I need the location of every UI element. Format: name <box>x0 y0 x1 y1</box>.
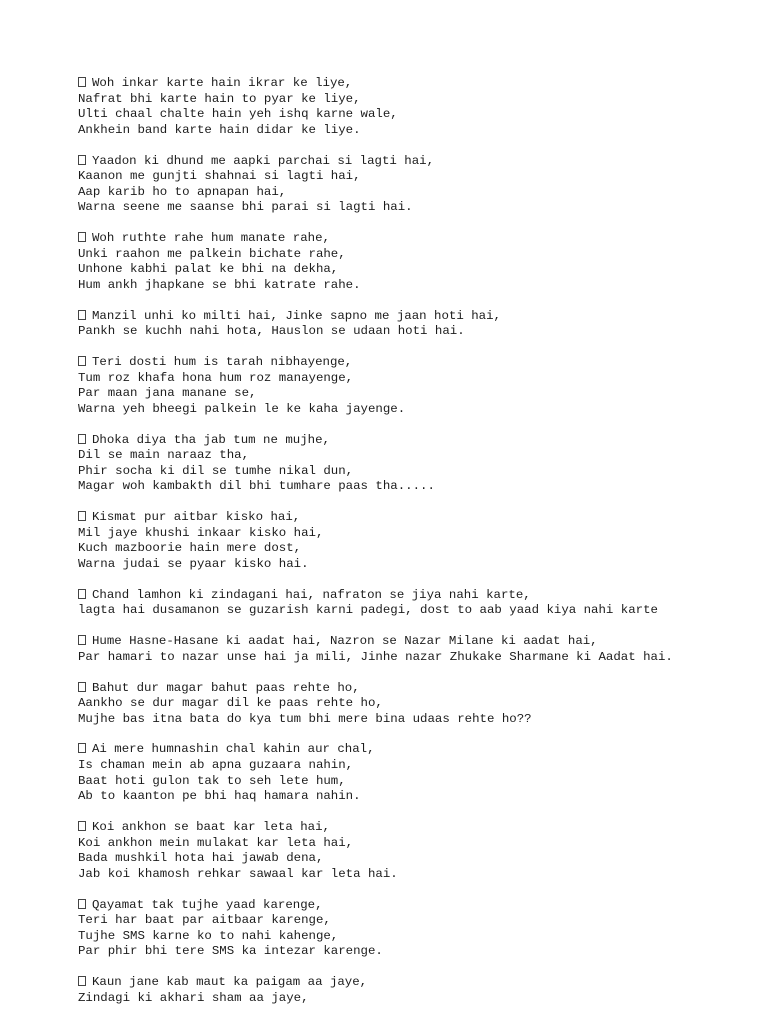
line-text: Bahut dur magar bahut paas rehte ho, <box>92 680 360 695</box>
stanza-line: Ulti chaal chalte hain yeh ishq karne wale, <box>78 107 398 122</box>
line-text: Hume Hasne-Hasane ki aadat hai, Nazron se Nazar Milane ki aadat hai, <box>92 634 598 649</box>
missing-glyph-icon <box>78 356 86 366</box>
missing-glyph-icon <box>78 821 86 831</box>
stanza <box>78 309 758 340</box>
line-text: Dhoka diya tha jab tum ne mujhe, <box>92 432 330 447</box>
stanza-line: Ab to kaanton pe bhi haq hamara nahin. <box>78 789 361 804</box>
stanza-first-line <box>78 742 758 758</box>
stanza <box>78 820 758 882</box>
stanza <box>78 231 758 293</box>
stanza-first-line <box>78 154 758 170</box>
missing-glyph-icon <box>78 155 86 165</box>
stanza-line: Bada mushkil hota hai jawab dena, <box>78 851 324 866</box>
stanza <box>78 510 758 572</box>
stanza-line: Par phir bhi tere SMS ka intezar karenge. <box>78 944 383 959</box>
line-text: Kaun jane kab maut ka paigam aa jaye, <box>92 975 368 990</box>
missing-glyph-icon <box>78 635 86 645</box>
missing-glyph-icon <box>78 743 86 753</box>
missing-glyph-icon <box>78 77 86 87</box>
stanza-line: Aap karib ho to apnapan hai, <box>78 184 287 199</box>
missing-glyph-icon <box>78 310 86 320</box>
stanza-line: Warna judai se pyaar kisko hai. <box>78 556 309 571</box>
line-text: Qayamat tak tujhe yaad karenge, <box>92 897 323 912</box>
missing-glyph-icon <box>78 976 86 986</box>
line-text: Chand lamhon ki zindagani hai, nafraton se jiya nahi karte, <box>92 587 531 602</box>
stanza <box>78 681 758 728</box>
stanza-line: Kaanon me gunjti shahnai si lagti hai, <box>78 169 361 184</box>
stanza-line: Dil se main naraaz tha, <box>78 448 250 463</box>
stanza <box>78 588 758 619</box>
stanza-line: Warna seene me saanse bhi parai si lagti hai. <box>78 200 413 215</box>
line-text: Koi ankhon se baat kar leta hai, <box>92 820 330 835</box>
stanza-line: Mil jaye khushi inkaar kisko hai, <box>78 525 324 540</box>
stanza-line: Tujhe SMS karne ko to nahi kahenge, <box>78 928 339 943</box>
stanza <box>78 634 758 665</box>
line-text: Kismat pur aitbar kisko hai, <box>92 510 301 525</box>
stanza <box>78 154 758 216</box>
stanza-line: Jab koi khamosh rehkar sawaal kar leta hai. <box>78 866 398 881</box>
missing-glyph-icon <box>78 589 86 599</box>
stanza-line: Par maan jana manane se, <box>78 386 257 401</box>
stanza-line: Koi ankhon mein mulakat kar leta hai, <box>78 835 354 850</box>
document-page <box>78 76 758 1022</box>
missing-glyph-icon <box>78 899 86 909</box>
stanza-first-line <box>78 355 758 371</box>
stanza-line: Aankho se dur magar dil ke paas rehte ho, <box>78 696 383 711</box>
stanza-line: Hum ankh jhapkane se bhi katrate rahe. <box>78 277 361 292</box>
stanza-line: Magar woh kambakth dil bhi tumhare paas tha..... <box>78 479 435 494</box>
stanza-line: Is chaman mein ab apna guzaara nahin, <box>78 758 354 773</box>
missing-glyph-icon <box>78 232 86 242</box>
stanza-line: Kuch mazboorie hain mere dost, <box>78 541 302 556</box>
stanza-first-line <box>78 231 758 247</box>
stanza-first-line <box>78 76 758 92</box>
stanza-line: Nafrat bhi karte hain to pyar ke liye, <box>78 91 361 106</box>
stanza <box>78 975 758 1006</box>
stanza-line: Warna yeh bheegi palkein le ke kaha jayenge. <box>78 401 406 416</box>
missing-glyph-icon <box>78 434 86 444</box>
stanza <box>78 898 758 960</box>
stanza-first-line <box>78 898 758 914</box>
stanza-first-line <box>78 433 758 449</box>
stanza-first-line <box>78 975 758 991</box>
stanza-line: Pankh se kuchh nahi hota, Hauslon se udaan hoti hai. <box>78 324 465 339</box>
line-text: Teri dosti hum is tarah nibhayenge, <box>92 355 353 370</box>
stanza-first-line <box>78 588 758 604</box>
stanza-line: Ankhein band karte hain didar ke liye. <box>78 122 361 137</box>
stanza-line: Teri har baat par aitbaar karenge, <box>78 913 331 928</box>
stanza <box>78 433 758 495</box>
stanza <box>78 742 758 804</box>
missing-glyph-icon <box>78 682 86 692</box>
line-text: Manzil unhi ko milti hai, Jinke sapno me jaan hoti hai, <box>92 308 501 323</box>
stanza-line: Phir socha ki dil se tumhe nikal dun, <box>78 463 354 478</box>
stanza <box>78 355 758 417</box>
line-text: Woh ruthte rahe hum manate rahe, <box>92 231 330 246</box>
stanza-first-line <box>78 309 758 325</box>
stanza-line: lagta hai dusamanon se guzarish karni padegi, dost to aab yaad kiya nahi karte <box>78 603 658 618</box>
stanza-line: Tum roz khafa hona hum roz manayenge, <box>78 370 354 385</box>
line-text: Ai mere humnashin chal kahin aur chal, <box>92 742 375 757</box>
stanza-first-line <box>78 510 758 526</box>
stanza-line: Zindagi ki akhari sham aa jaye, <box>78 990 309 1005</box>
stanza-line: Mujhe bas itna bata do kya tum bhi mere bina udaas rehte ho?? <box>78 711 532 726</box>
stanza <box>78 76 758 138</box>
missing-glyph-icon <box>78 511 86 521</box>
stanza-first-line <box>78 681 758 697</box>
line-text: Yaadon ki dhund me aapki parchai si lagti hai, <box>92 153 435 168</box>
stanza-first-line <box>78 634 758 650</box>
stanza-line: Baat hoti gulon tak to seh lete hum, <box>78 773 346 788</box>
stanza-line: Unki raahon me palkein bichate rahe, <box>78 246 346 261</box>
stanza-line: Unhone kabhi palat ke bhi na dekha, <box>78 262 339 277</box>
stanza-line: Par hamari to nazar unse hai ja mili, Jinhe nazar Zhukake Sharmane ki Aadat hai. <box>78 649 673 664</box>
stanza-first-line <box>78 820 758 836</box>
line-text: Woh inkar karte hain ikrar ke liye, <box>92 76 353 90</box>
